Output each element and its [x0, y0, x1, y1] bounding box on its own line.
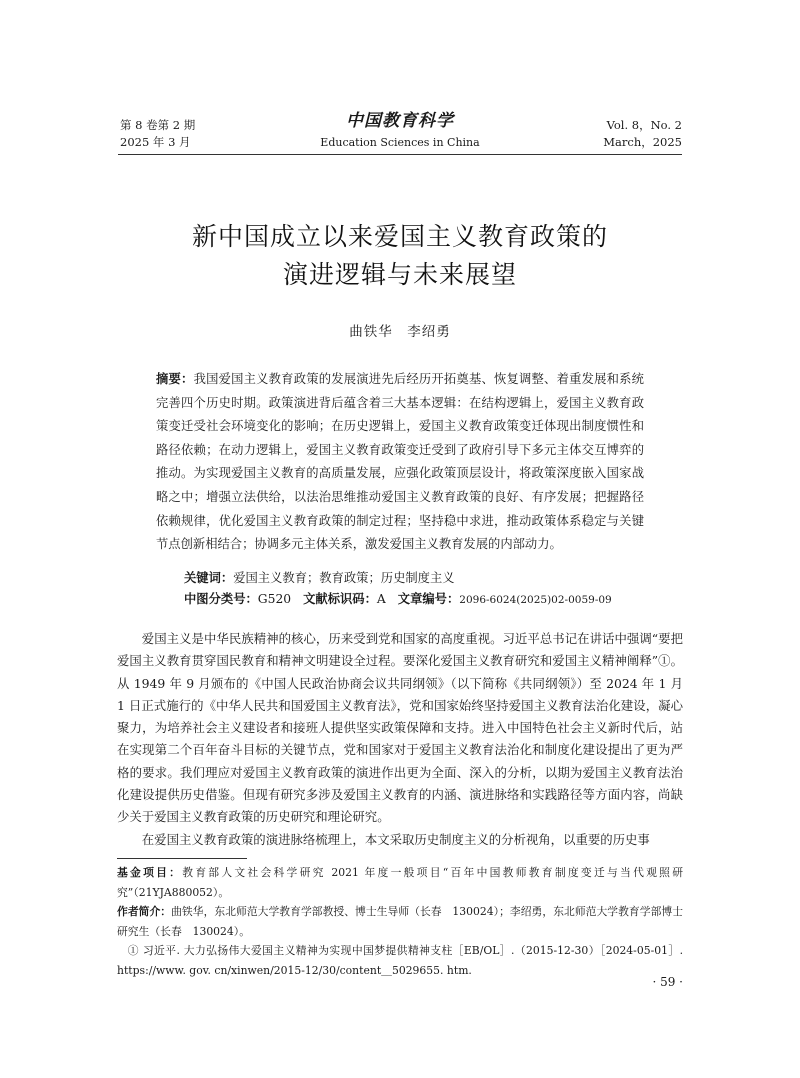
- author-label: 作者简介：: [117, 905, 172, 918]
- volume-cn: 第 8 卷第 2 期: [120, 118, 196, 132]
- paragraph: 在爱国主义教育政策的演进脉络梳理上，本文采取历史制度主义的分析视角，以重要的历史事: [141, 831, 650, 847]
- author-note: [117, 902, 683, 941]
- header-right: [603, 117, 682, 151]
- doc-code-value: A: [376, 592, 386, 606]
- keywords-label: 关键词：: [184, 571, 234, 585]
- page-number: · 59 ·: [652, 975, 683, 989]
- title-line-2: 演进逻辑与未来展望: [282, 260, 517, 289]
- doc-code-label: 文献标识码：: [303, 592, 377, 606]
- footnotes: [117, 863, 683, 980]
- fund-note: [117, 863, 683, 902]
- clc-label: 中图分类号：: [184, 592, 258, 606]
- journal-name-cn: 中国教育科学: [346, 111, 454, 131]
- keywords: [184, 568, 455, 588]
- article-number-label: 文章编号：: [397, 592, 460, 606]
- footnote-rule: [117, 858, 247, 859]
- keywords-text: 爱国主义教育；教育政策；历史制度主义: [233, 571, 455, 585]
- authors: 曲铁华 李绍勇: [349, 324, 451, 340]
- volume-en: Vol. 8，No. 2: [606, 118, 682, 132]
- abstract-text: 我国爱国主义教育政策的发展演进先后经历开拓奠基、恢复调整、着重发展和系统完善四个历史时期。政策演进背后蕴含着三大基本逻辑：在结构逻辑上，爱国主义教育政策变迁受社会环境变化的影响；在历史逻辑上，爱国主义教育政策变迁体现出制度惯性和路径依赖；在动力逻辑上，爱国主义教育政策变迁受到了政府引导下多元主体交互博弈的推动。为实现爱国主义教育的高质量发展，应强化政策顶层设计，将政策深度嵌入国家战略之中；增强立法供给，以法治思维推动爱国主义教育政策的良好、有序发展；把握路径依赖规律，优化爱国主义教育政策的制定过程；坚持稳中求进，推动政策体系稳定与关键节点创新相结合；协调多元主体关系，激发爱国主义教育发展的内部动力。: [156, 372, 644, 552]
- article-number-value: 2096-6024(2025)02-0059-09: [459, 594, 612, 606]
- paragraph: 爱国主义是中华民族精神的核心，历来受到党和国家的高度重视。习近平总书记在讲话中强调“要把爱国主义教育贯穿国民教育和精神文明建设全过程。要深化爱国主义教育研究和爱国主义精神阐释”①。从 1949 年 9 月颁布的《中国人民政治协商会议共同纲领》（以下简称《共同纲领》）至 2024 年 1 月 1 日正式施行的《中华人民共和国爱国主义教育法》，党和国家始终坚持爱国主义教育法治化建设，凝心聚力，为培养社会主义建设者和接班人提供坚实政策保障和支持。进入中国特色社会主义新时代后，站在实现第二个百年奋斗目标的关键节点，党和国家对于爱国主义教育法治化和制度化建设提出了更为严格的要求。我们理应对爱国主义教育政策的演进作出更为全面、深入的分析，以期为爱国主义教育法治化建设提供历史借鉴。但现有研究多涉及爱国主义教育的内涵、演进脉络和实践路径等方面内容，尚缺少关于爱国主义教育政策的历史研究和理论研究。: [117, 631, 683, 825]
- classification-line: [184, 589, 612, 610]
- clc-value: G520: [257, 592, 292, 606]
- title-line-1: 新中国成立以来爱国主义教育政策的: [191, 222, 608, 251]
- journal-name-en: Education Sciences in China: [320, 136, 480, 149]
- fund-label: 基金项目：: [117, 866, 183, 879]
- header-rule: [118, 154, 682, 155]
- author-text: 曲铁华，东北师范大学教育学部教授、博士生导师（长春 130024）；李绍勇，东北师范大学教育学部博士研究生（长春 130024）。: [117, 905, 684, 938]
- abstract-label: 摘要：: [156, 372, 194, 386]
- fund-text: 教育部人文社会科学研究 2021 年度一般项目“百年中国教师教育制度变迁与当代观照研究”（21YJA880052）。: [117, 866, 684, 899]
- date-en: March，2025: [603, 135, 682, 149]
- abstract: [156, 368, 644, 557]
- date-cn: 2025 年 3 月: [120, 135, 191, 149]
- body-text: [117, 628, 683, 851]
- reference-note: ① 习近平. 大力弘扬伟大爱国主义精神为实现中国梦提供精神支柱［EB/OL］.（2015-12-30）［2024-05-01］. https://www. gov. cn/xinwen/2015-12/30/content＿5029655. htm.: [117, 944, 683, 977]
- article-title: [0, 218, 800, 294]
